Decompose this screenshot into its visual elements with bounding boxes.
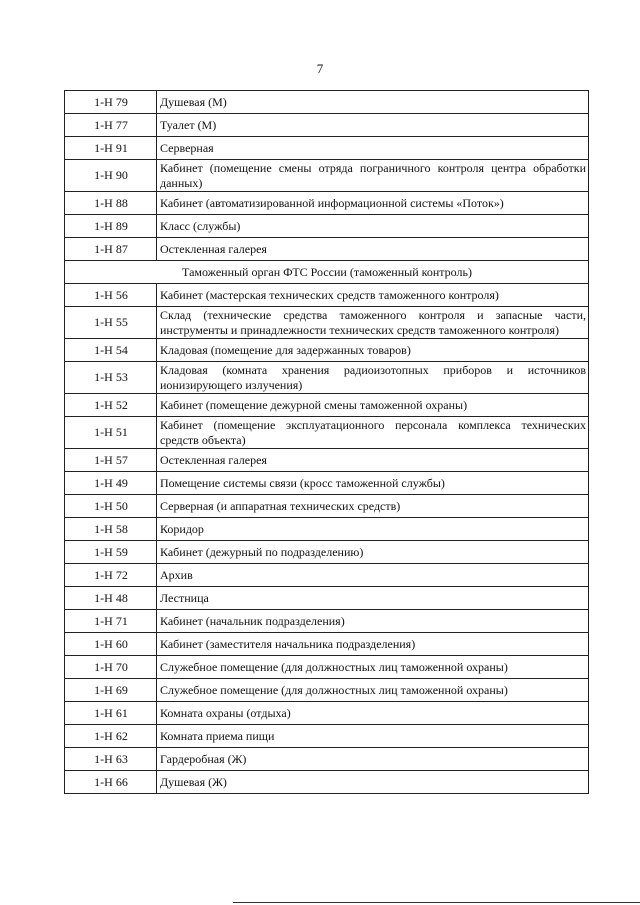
table-row xyxy=(65,192,589,215)
room-code-cell: 1-Н 69 xyxy=(65,679,157,702)
table-row xyxy=(65,362,589,394)
table-row xyxy=(65,702,589,725)
table-row xyxy=(65,725,589,748)
room-code-cell: 1-Н 52 xyxy=(65,394,157,417)
table-row xyxy=(65,307,589,339)
section-title: Таможенный орган ФТС России (таможенный контроль) xyxy=(65,261,589,284)
room-name-cell: Кабинет (дежурный по подразделению) xyxy=(157,541,589,564)
room-code-cell: 1-Н 51 xyxy=(65,417,157,449)
table-row xyxy=(65,238,589,261)
room-code-cell: 1-Н 49 xyxy=(65,472,157,495)
room-name-cell: Кабинет (помещение смены отряда пограничного контроля центра обработки данных) xyxy=(157,160,589,192)
room-code-cell: 1-Н 88 xyxy=(65,192,157,215)
room-code-cell: 1-Н 72 xyxy=(65,564,157,587)
room-code-cell: 1-Н 91 xyxy=(65,137,157,160)
room-code-cell: 1-Н 56 xyxy=(65,284,157,307)
room-name-cell: Помещение системы связи (кросс таможенной службы) xyxy=(157,472,589,495)
room-name-cell: Кабинет (начальник подразделения) xyxy=(157,610,589,633)
table-row xyxy=(65,541,589,564)
bottom-edge-line xyxy=(233,902,640,903)
room-code-cell: 1-Н 54 xyxy=(65,339,157,362)
room-name-cell: Лестница xyxy=(157,587,589,610)
table-row xyxy=(65,114,589,137)
room-name-cell: Класс (службы) xyxy=(157,215,589,238)
table-row xyxy=(65,449,589,472)
room-name-cell: Кабинет (помещение дежурной смены таможенной охраны) xyxy=(157,394,589,417)
table-row xyxy=(65,472,589,495)
room-name-cell: Серверная (и аппаратная технических средств) xyxy=(157,495,589,518)
room-name-cell: Кабинет (заместителя начальника подразделения) xyxy=(157,633,589,656)
table-row xyxy=(65,137,589,160)
page-number: 7 xyxy=(316,61,324,76)
table-row xyxy=(65,587,589,610)
room-name-cell: Кабинет (мастерская технических средств таможенного контроля) xyxy=(157,284,589,307)
room-name-cell: Склад (технические средства таможенного контроля и запасные части, инструменты и принадлежности технических средств таможенного контроля) xyxy=(157,307,589,339)
room-code-cell: 1-Н 61 xyxy=(65,702,157,725)
room-name-cell: Душевая (Ж) xyxy=(157,771,589,794)
room-code-cell: 1-Н 71 xyxy=(65,610,157,633)
room-code-cell: 1-Н 58 xyxy=(65,518,157,541)
room-code-cell: 1-Н 53 xyxy=(65,362,157,394)
room-name-cell: Комната охраны (отдыха) xyxy=(157,702,589,725)
room-code-cell: 1-Н 62 xyxy=(65,725,157,748)
table-row xyxy=(65,215,589,238)
table-row xyxy=(65,564,589,587)
room-name-cell: Коридор xyxy=(157,518,589,541)
room-code-cell: 1-Н 70 xyxy=(65,656,157,679)
room-name-cell: Кладовая (помещение для задержанных товаров) xyxy=(157,339,589,362)
table-row xyxy=(65,417,589,449)
room-name-cell: Остекленная галерея xyxy=(157,449,589,472)
table-row xyxy=(65,633,589,656)
room-name-cell: Гардеробная (Ж) xyxy=(157,748,589,771)
table-row xyxy=(65,610,589,633)
room-name-cell: Серверная xyxy=(157,137,589,160)
rooms-table xyxy=(64,90,589,794)
room-name-cell: Кабинет (помещение эксплуатационного персонала комплекса технических средств объекта) xyxy=(157,417,589,449)
room-code-cell: 1-Н 77 xyxy=(65,114,157,137)
room-code-cell: 1-Н 60 xyxy=(65,633,157,656)
room-name-cell: Комната приема пищи xyxy=(157,725,589,748)
room-code-cell: 1-Н 79 xyxy=(65,91,157,114)
rooms-table-body xyxy=(65,91,589,794)
table-row xyxy=(65,656,589,679)
table-row xyxy=(65,771,589,794)
room-code-cell: 1-Н 57 xyxy=(65,449,157,472)
room-name-cell: Душевая (М) xyxy=(157,91,589,114)
table-row xyxy=(65,339,589,362)
room-name-cell: Служебное помещение (для должностных лиц таможенной охраны) xyxy=(157,656,589,679)
table-row xyxy=(65,394,589,417)
room-code-cell: 1-Н 90 xyxy=(65,160,157,192)
room-code-cell: 1-Н 87 xyxy=(65,238,157,261)
room-code-cell: 1-Н 89 xyxy=(65,215,157,238)
room-name-cell: Служебное помещение (для должностных лиц таможенной охраны) xyxy=(157,679,589,702)
room-name-cell: Кабинет (автоматизированной информационной системы «Поток») xyxy=(157,192,589,215)
room-code-cell: 1-Н 48 xyxy=(65,587,157,610)
room-name-cell: Кладовая (комната хранения радиоизотопных приборов и источников ионизирующего излучения) xyxy=(157,362,589,394)
room-name-cell: Остекленная галерея xyxy=(157,238,589,261)
room-name-cell: Архив xyxy=(157,564,589,587)
table-row xyxy=(65,284,589,307)
room-code-cell: 1-Н 63 xyxy=(65,748,157,771)
table-row xyxy=(65,679,589,702)
room-code-cell: 1-Н 50 xyxy=(65,495,157,518)
room-code-cell: 1-Н 55 xyxy=(65,307,157,339)
room-code-cell: 1-Н 66 xyxy=(65,771,157,794)
room-name-cell: Туалет (М) xyxy=(157,114,589,137)
table-row xyxy=(65,91,589,114)
room-code-cell: 1-Н 59 xyxy=(65,541,157,564)
table-row xyxy=(65,748,589,771)
table-row xyxy=(65,518,589,541)
section-header-row xyxy=(65,261,589,284)
table-row xyxy=(65,495,589,518)
table-row xyxy=(65,160,589,192)
